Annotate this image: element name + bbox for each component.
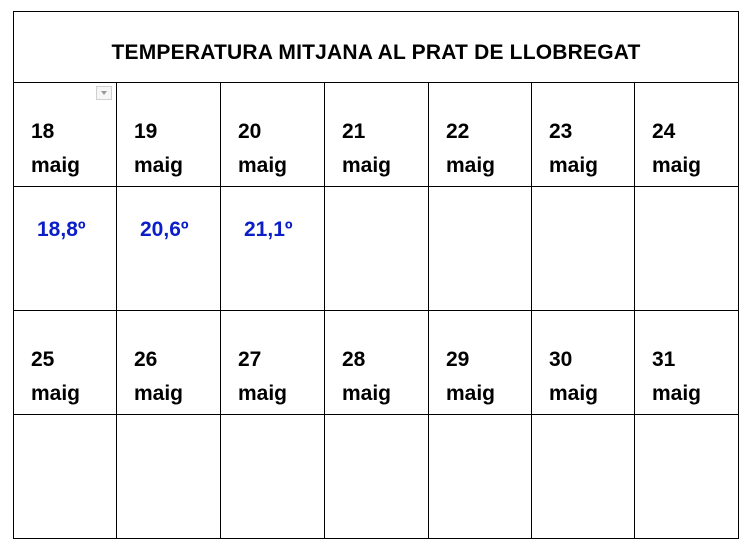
date-label bbox=[635, 311, 738, 411]
date-cell[interactable] bbox=[429, 83, 532, 187]
month-name: maig bbox=[238, 154, 288, 177]
temperature-value bbox=[117, 415, 220, 446]
temperature-cell[interactable] bbox=[221, 415, 325, 539]
temperature-cell[interactable] bbox=[325, 187, 429, 311]
month-name: maig bbox=[342, 154, 392, 177]
date-cell[interactable] bbox=[221, 311, 325, 415]
temperature-cell[interactable] bbox=[429, 415, 532, 539]
temperature-value bbox=[429, 415, 531, 446]
temperature-cell[interactable] bbox=[221, 187, 325, 311]
temperature-value bbox=[325, 187, 428, 218]
temperature-value: 20,6º bbox=[140, 218, 189, 241]
date-label bbox=[14, 311, 116, 411]
temperature-value bbox=[635, 415, 738, 446]
date-cell[interactable] bbox=[14, 311, 117, 415]
day-number: 30 bbox=[549, 348, 573, 371]
date-label bbox=[532, 83, 634, 183]
day-number: 25 bbox=[31, 348, 55, 371]
week1-date-row bbox=[14, 83, 739, 187]
date-cell[interactable] bbox=[635, 311, 739, 415]
month-name: maig bbox=[652, 382, 702, 405]
date-label bbox=[117, 83, 220, 183]
day-number: 18 bbox=[31, 120, 55, 143]
date-cell[interactable] bbox=[429, 311, 532, 415]
month-name: maig bbox=[31, 382, 81, 405]
temperature-value: 18,8º bbox=[37, 218, 86, 241]
temperature-cell[interactable] bbox=[635, 415, 739, 539]
temperature-value bbox=[429, 187, 531, 218]
temperature-value bbox=[635, 187, 738, 218]
month-name: maig bbox=[31, 154, 81, 177]
temperature-cell[interactable] bbox=[117, 415, 221, 539]
month-name: maig bbox=[134, 154, 184, 177]
date-cell[interactable] bbox=[325, 311, 429, 415]
date-cell[interactable] bbox=[221, 83, 325, 187]
date-label bbox=[325, 311, 428, 411]
day-number: 21 bbox=[342, 120, 366, 143]
month-name: maig bbox=[446, 154, 496, 177]
temperature-value bbox=[14, 415, 116, 446]
dropdown-handle-icon[interactable] bbox=[96, 86, 112, 100]
temperature-value bbox=[532, 187, 634, 218]
day-number: 27 bbox=[238, 348, 262, 371]
week2-date-row bbox=[14, 311, 739, 415]
temperature-cell[interactable] bbox=[325, 415, 429, 539]
title-row bbox=[14, 12, 739, 83]
temperature-cell[interactable] bbox=[429, 187, 532, 311]
temperature-value bbox=[325, 415, 428, 446]
month-name: maig bbox=[134, 382, 184, 405]
week2-temperature-row bbox=[14, 415, 739, 539]
month-name: maig bbox=[549, 154, 599, 177]
temperature-value bbox=[532, 415, 634, 446]
date-cell[interactable] bbox=[117, 83, 221, 187]
month-name: maig bbox=[549, 382, 599, 405]
date-cell[interactable] bbox=[532, 311, 635, 415]
title-cell[interactable] bbox=[14, 12, 739, 83]
table-title: TEMPERATURA MITJANA AL PRAT DE LLOBREGAT bbox=[111, 41, 641, 64]
temperature-table bbox=[13, 11, 739, 539]
temperature-value: 21,1º bbox=[244, 218, 293, 241]
month-name: maig bbox=[652, 154, 702, 177]
temperature-value bbox=[221, 415, 324, 446]
temperature-cell[interactable] bbox=[635, 187, 739, 311]
date-label bbox=[325, 83, 428, 183]
day-number: 20 bbox=[238, 120, 262, 143]
date-label bbox=[429, 83, 531, 183]
date-cell[interactable] bbox=[532, 83, 635, 187]
day-number: 28 bbox=[342, 348, 366, 371]
day-number: 24 bbox=[652, 120, 676, 143]
date-label bbox=[635, 83, 738, 183]
temperature-cell[interactable] bbox=[117, 187, 221, 311]
date-label bbox=[221, 83, 324, 183]
month-name: maig bbox=[238, 382, 288, 405]
date-label bbox=[532, 311, 634, 411]
date-cell[interactable] bbox=[325, 83, 429, 187]
day-number: 22 bbox=[446, 120, 470, 143]
temperature-cell[interactable] bbox=[14, 187, 117, 311]
temperature-cell[interactable] bbox=[14, 415, 117, 539]
day-number: 31 bbox=[652, 348, 676, 371]
day-number: 19 bbox=[134, 120, 158, 143]
temperature-cell[interactable] bbox=[532, 415, 635, 539]
month-name: maig bbox=[446, 382, 496, 405]
date-label bbox=[221, 311, 324, 411]
month-name: maig bbox=[342, 382, 392, 405]
day-number: 23 bbox=[549, 120, 573, 143]
date-label bbox=[117, 311, 220, 411]
date-label bbox=[429, 311, 531, 411]
week1-temperature-row bbox=[14, 187, 739, 311]
date-cell[interactable] bbox=[117, 311, 221, 415]
day-number: 29 bbox=[446, 348, 470, 371]
temperature-cell[interactable] bbox=[532, 187, 635, 311]
date-cell[interactable] bbox=[635, 83, 739, 187]
date-cell[interactable] bbox=[14, 83, 117, 187]
day-number: 26 bbox=[134, 348, 158, 371]
